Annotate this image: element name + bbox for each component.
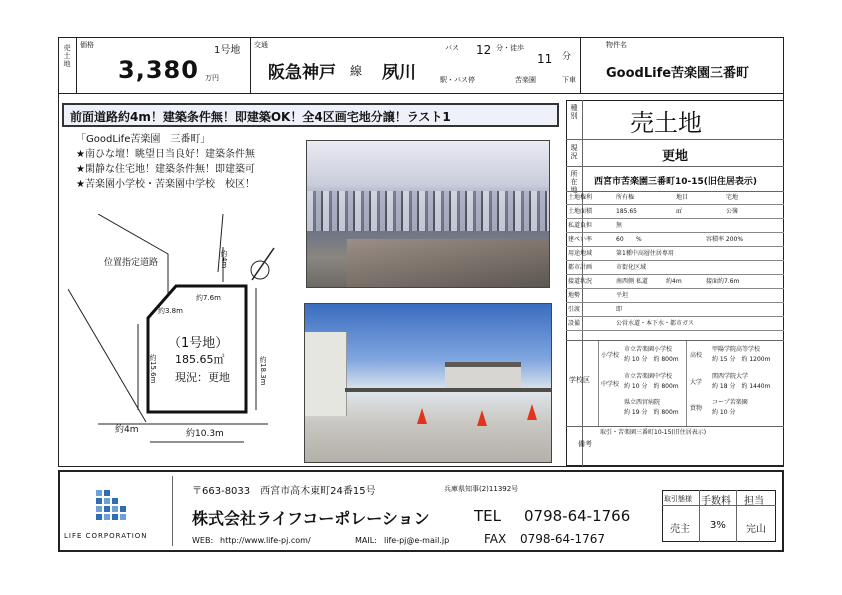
bus-label: バス bbox=[445, 44, 459, 52]
north-arrow-icon bbox=[252, 248, 274, 280]
type-value: 売土地 bbox=[630, 109, 702, 137]
spec-value: 即 bbox=[616, 306, 623, 313]
roof-area bbox=[347, 239, 550, 288]
bus-minutes: 12 bbox=[476, 43, 492, 57]
fee-label: 手数料 bbox=[701, 496, 731, 507]
school-divider bbox=[598, 341, 599, 426]
description-line: 「GoodLife苦楽園 三番町」 bbox=[76, 134, 211, 145]
spec-label: 土地権利 bbox=[568, 194, 593, 201]
station-name: 夙川 bbox=[382, 63, 416, 83]
web-url[interactable]: http://www.life-pj.com/ bbox=[220, 536, 311, 545]
tel-number: 0798-64-1766 bbox=[524, 507, 631, 525]
lot-status: 現況：更地 bbox=[175, 371, 230, 384]
junior-label: 中学校 bbox=[601, 381, 620, 388]
shop-label: 買物 bbox=[690, 405, 703, 412]
spec-row bbox=[566, 233, 784, 247]
elementary-label: 小学校 bbox=[601, 352, 620, 359]
road-width: 約4m bbox=[220, 250, 228, 269]
left-depth: 約15.6m bbox=[149, 354, 157, 384]
spec-label: 都市計画 bbox=[568, 264, 593, 271]
remarks-label: 備考 bbox=[578, 440, 592, 448]
school-divider bbox=[686, 341, 687, 426]
walk-label: 分・徒歩 bbox=[496, 44, 524, 52]
location-value: 西宮市苦楽園三番町10-15(旧住居表示) bbox=[594, 177, 758, 187]
spec-value: 接面約7.6m bbox=[706, 278, 740, 285]
stop-note-3: 下車 bbox=[562, 76, 576, 84]
univ-label: 大学 bbox=[690, 379, 703, 386]
line-suffix: 線 bbox=[350, 64, 363, 78]
building bbox=[305, 332, 347, 416]
spec-row bbox=[566, 191, 784, 205]
hospital-name: 県立西宮病院 bbox=[624, 399, 661, 406]
spec-label: 引渡 bbox=[568, 306, 581, 313]
stop-note-2: 苦楽園 bbox=[515, 76, 536, 84]
spec-label: 建ぺい率 bbox=[568, 236, 593, 243]
fax-number: 0798-64-1767 bbox=[520, 532, 606, 546]
spec-value: % bbox=[636, 236, 642, 243]
lot-area: 185.65㎡ bbox=[175, 353, 225, 366]
stop-note-1: 駅・バス停 bbox=[440, 76, 475, 84]
spec-value: 約4m bbox=[666, 278, 682, 285]
fence bbox=[345, 388, 552, 392]
city-band bbox=[307, 191, 550, 231]
line-name: 阪急神戸 bbox=[268, 63, 336, 83]
spec-row bbox=[566, 205, 784, 219]
spec-value: 185.65 bbox=[616, 208, 637, 215]
spec-row bbox=[566, 275, 784, 289]
walk-minutes: 11 bbox=[537, 52, 553, 66]
spec-label: 私道負担 bbox=[568, 222, 593, 229]
high-distance: 約 15 分 約 1200m bbox=[712, 356, 771, 363]
mail-label: MAIL: bbox=[355, 536, 377, 545]
road-edge bbox=[68, 289, 146, 422]
spec-row bbox=[566, 289, 784, 303]
tel-label: TEL bbox=[474, 507, 501, 525]
price-unit: 万円 bbox=[205, 74, 219, 82]
type-label: 種別 bbox=[570, 104, 578, 120]
deal-value: 売主 bbox=[670, 524, 690, 535]
top-width: 約7.6m bbox=[196, 294, 221, 302]
junior-distance: 約 10 分 約 800m bbox=[624, 383, 679, 390]
description-line: ★苦楽園小学校・苦楽園中学校 校区！ bbox=[76, 179, 255, 190]
company-logo-icon bbox=[92, 488, 132, 524]
spec-value: 公簿 bbox=[726, 208, 739, 215]
lot-title: （1号地） bbox=[168, 336, 229, 351]
site-photo bbox=[304, 303, 552, 463]
spec-row bbox=[566, 219, 784, 233]
location-label: 所在地 bbox=[570, 170, 578, 194]
spec-label: 設備 bbox=[568, 320, 581, 327]
bottom-width: 約10.3m bbox=[186, 429, 224, 439]
postal-address: 〒663-8033 西宮市高木東町24番15号 bbox=[192, 486, 376, 497]
school-block bbox=[566, 340, 784, 426]
spec-value: 南西側 私道 bbox=[616, 278, 648, 285]
road-outline bbox=[98, 214, 168, 297]
current-value: 更地 bbox=[662, 149, 689, 164]
spec-value: 所有権 bbox=[616, 194, 635, 201]
corner-length: 約3.8m bbox=[158, 307, 183, 315]
spec-label: 用途地域 bbox=[568, 250, 593, 257]
traffic-cone-icon bbox=[417, 408, 427, 424]
right-depth: 約18.3m bbox=[259, 356, 267, 386]
spec-value: ㎡ bbox=[676, 208, 683, 215]
current-label: 現況 bbox=[570, 144, 578, 160]
traffic-cone-icon bbox=[477, 410, 487, 426]
hospital-distance: 約 19 分 約 800m bbox=[624, 409, 679, 416]
traffic-label: 交通 bbox=[254, 41, 268, 49]
elementary-distance: 約 10 分 約 800m bbox=[624, 356, 679, 363]
property-name-label: 物件名 bbox=[606, 41, 627, 49]
spec-row bbox=[566, 317, 784, 331]
spec-value: 60 bbox=[616, 236, 624, 243]
description-line: ★閑静な住宅地！建築条件無！即建築可 bbox=[76, 164, 255, 175]
spec-value: 宅地 bbox=[726, 194, 739, 201]
company-short-name: LIFE CORPORATION bbox=[64, 532, 148, 540]
traffic-cone-icon bbox=[527, 404, 537, 420]
web-label: WEB: bbox=[192, 536, 214, 545]
spec-value: 第1種中高層住居専用 bbox=[616, 250, 674, 257]
school-label: 学校区 bbox=[569, 376, 590, 384]
elementary-name: 市立苦楽園小学校 bbox=[624, 346, 673, 353]
price-label: 価格 bbox=[80, 41, 94, 49]
lot-number: 1号地 bbox=[214, 45, 241, 56]
price-value: 3,380 bbox=[118, 56, 199, 84]
spec-row bbox=[566, 261, 784, 275]
spec-label: 土地面積 bbox=[568, 208, 593, 215]
shop-distance: 約 10 分 bbox=[712, 409, 736, 416]
category-label: 売土地 bbox=[63, 44, 71, 68]
shop-name: コープ苦楽園 bbox=[712, 399, 748, 406]
spec-value: 市街化区域 bbox=[616, 264, 647, 271]
spec-value: 平坦 bbox=[616, 292, 629, 299]
junior-name: 市立苦楽園中学校 bbox=[624, 373, 673, 380]
univ-name: 関西学院大学 bbox=[712, 373, 749, 380]
headline-text: 前面道路約4m！建築条件無！即建築OK！全4区画宅地分譲！ラスト1 bbox=[70, 110, 451, 124]
spec-row bbox=[566, 303, 784, 317]
spec-row bbox=[566, 247, 784, 261]
company-name: 株式会社ライフコーポレーション bbox=[192, 509, 430, 528]
front-road-width: 約4m bbox=[115, 425, 139, 435]
univ-distance: 約 18 分 約 1440m bbox=[712, 383, 771, 390]
high-label: 高校 bbox=[690, 352, 703, 359]
license-number: 兵庫県知事(2)11392号 bbox=[444, 485, 519, 493]
description-line: ★南ひな壇！眺望日当良好！建築条件無 bbox=[76, 149, 255, 160]
minute-unit: 分 bbox=[562, 52, 572, 62]
aerial-view-photo bbox=[306, 140, 550, 288]
fee-value: 3% bbox=[710, 520, 726, 531]
mail-address[interactable]: life-pj@e-mail.jp bbox=[384, 536, 450, 545]
spec-value: 容積率 200% bbox=[706, 236, 744, 243]
staff-label: 担当 bbox=[744, 496, 764, 507]
deal-label: 取引態様 bbox=[664, 495, 692, 503]
spec-label: 地勢 bbox=[568, 292, 581, 299]
staff-value: 完山 bbox=[746, 524, 766, 535]
spec-label: 接道状況 bbox=[568, 278, 593, 285]
spec-value: 公営水道・本下水・都市ガス bbox=[616, 320, 695, 327]
high-name: 甲陽学院高等学校 bbox=[712, 346, 761, 353]
property-name: GoodLife苦楽園三番町 bbox=[606, 66, 750, 81]
spec-rows bbox=[566, 191, 784, 335]
description bbox=[76, 132, 308, 192]
spec-value: 地目 bbox=[676, 194, 689, 201]
fax-label: FAX bbox=[484, 532, 507, 546]
remarks-value: 取引・苦楽園三番町10-15(旧住居表示) bbox=[600, 429, 707, 436]
road-label: 位置指定道路 bbox=[104, 258, 159, 268]
spec-value: 無 bbox=[616, 222, 623, 229]
